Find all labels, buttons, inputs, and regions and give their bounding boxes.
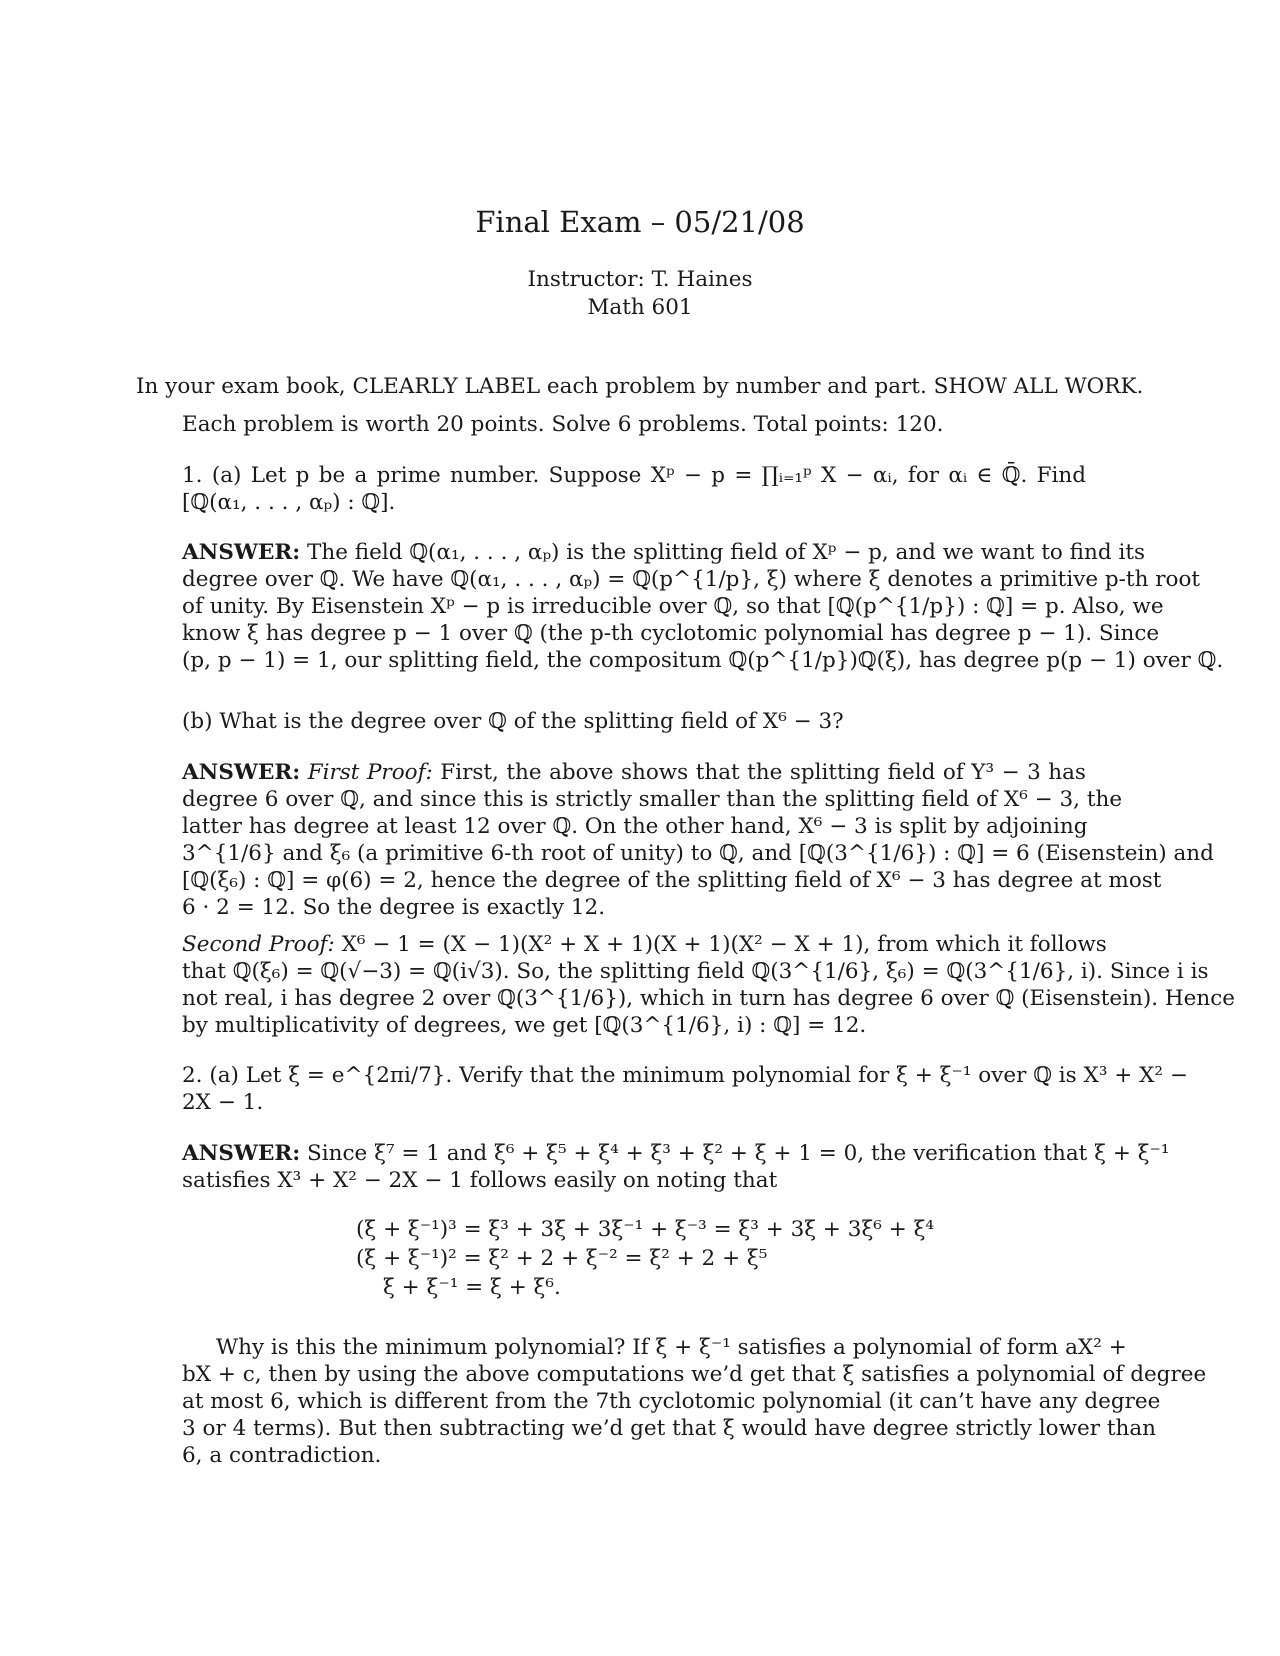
answer-1a-line-1: ANSWER: The field ℚ(α₁, . . . , αₚ) is the splitting field of Xᵖ − p, and we want to find its: [182, 540, 1146, 565]
instructions-line-2: Each problem is worth 20 points. Solve 6 problems. Total points: 120.: [182, 412, 944, 437]
second-proof-line-4: by multiplicativity of degrees, we get [ℚ(3^{1/6}, i) : ℚ] = 12.: [182, 1013, 867, 1038]
equation-line-1: (ξ + ξ⁻¹)³ = ξ³ + 3ξ + 3ξ⁻¹ + ξ⁻³ = ξ³ + 3ξ + 3ξ⁶ + ξ⁴: [356, 1217, 935, 1242]
paragraph-line-1: Why is this the minimum polynomial? If ξ + ξ⁻¹ satisfies a polynomial of form aX² +: [216, 1335, 1127, 1360]
second-proof-line-1: Second Proof: X⁶ − 1 = (X − 1)(X² + X + 1)(X + 1)(X² − X + 1), from which it follows: [182, 932, 1107, 957]
page-title: Final Exam – 05/21/08: [475, 205, 805, 239]
problem-1b-line: (b) What is the degree over ℚ of the splitting field of X⁶ − 3?: [182, 709, 844, 734]
answer-1b-line-1: ANSWER: First Proof: First, the above shows that the splitting field of Y³ − 3 has: [182, 760, 1086, 785]
problem-2a-line-2: 2X − 1.: [182, 1090, 264, 1115]
answer-1b-line-2: degree 6 over ℚ, and since this is strictly smaller than the splitting field of X⁶ − 3, the: [182, 787, 1123, 812]
paragraph-line-2: bX + c, then by using the above computations we’d get that ξ satisfies a polynomial of degree: [182, 1362, 1207, 1387]
answer-1a-line-4: know ξ has degree p − 1 over ℚ (the p-th cyclotomic polynomial has degree p − 1). Since: [182, 621, 1160, 646]
problem-1a-line-1: 1. (a) Let p be a prime number. Suppose Xᵖ − p = ∏ᵢ₌₁ᵖ X − αᵢ, for αᵢ ∈ ℚ̄. Find: [182, 463, 1086, 488]
problem-2a-line-1: 2. (a) Let ξ = e^{2πi/7}. Verify that the minimum polynomial for ξ + ξ⁻¹ over ℚ is X³ + X² −: [182, 1063, 1188, 1088]
second-proof-line-2: that ℚ(ξ₆) = ℚ(√−3) = ℚ(i√3). So, the splitting field ℚ(3^{1/6}, ξ₆) = ℚ(3^{1/6}, i). Since i is: [182, 959, 1209, 984]
answer-1a-line-5: (p, p − 1) = 1, our splitting field, the compositum ℚ(p^{1/p})ℚ(ξ), has degree p(p − 1) over ℚ.: [182, 648, 1224, 673]
course-line: Math 601: [587, 295, 693, 320]
answer-1b-line-3: latter has degree at least 12 over ℚ. On the other hand, X⁶ − 3 is split by adjoining: [182, 814, 1088, 839]
instructor-line: Instructor: T. Haines: [527, 267, 753, 292]
answer-2a-line-2: satisfies X³ + X² − 2X − 1 follows easily on noting that: [182, 1168, 778, 1193]
instructions-line-1: In your exam book, CLEARLY LABEL each problem by number and part. SHOW ALL WORK.: [136, 374, 1144, 399]
answer-1b-line-4: 3^{1/6} and ξ₆ (a primitive 6-th root of unity) to ℚ, and [ℚ(3^{1/6}) : ℚ] = 6 (Eisenstein) and: [182, 841, 1214, 866]
answer-1b-line-5: [ℚ(ξ₆) : ℚ] = φ(6) = 2, hence the degree of the splitting field of X⁶ − 3 has degree at most: [182, 868, 1162, 893]
answer-1b-line-6: 6 · 2 = 12. So the degree is exactly 12.: [182, 895, 606, 920]
second-proof-label: Second Proof:: [182, 932, 335, 957]
problem-1a-line-2: [ℚ(α₁, . . . , αₚ) : ℚ].: [182, 490, 396, 515]
paragraph-line-4: 3 or 4 terms). But then subtracting we’d get that ξ would have degree strictly lower than: [182, 1416, 1156, 1441]
answer-label: ANSWER:: [182, 1141, 301, 1166]
answer-1a-line-3: of unity. By Eisenstein Xᵖ − p is irreducible over ℚ, so that [ℚ(p^{1/p}) : ℚ] = p. Also, we: [182, 594, 1164, 619]
first-proof-label: First Proof:: [307, 760, 433, 785]
answer-label: ANSWER:: [182, 760, 301, 785]
paragraph-line-3: at most 6, which is different from the 7th cyclotomic polynomial (it can’t have any degree: [182, 1389, 1161, 1414]
equation-line-2: (ξ + ξ⁻¹)² = ξ² + 2 + ξ⁻² = ξ² + 2 + ξ⁵: [356, 1246, 768, 1271]
equation-line-3: ξ + ξ⁻¹ = ξ + ξ⁶.: [383, 1275, 561, 1300]
answer-1a-line-2: degree over ℚ. We have ℚ(α₁, . . . , αₚ) = ℚ(p^{1/p}, ξ) where ξ denotes a primitive p-th root: [182, 567, 1201, 592]
second-proof-line-3: not real, i has degree 2 over ℚ(3^{1/6}), which in turn has degree 6 over ℚ (Eisenstein). Hence: [182, 986, 1235, 1011]
paragraph-line-5: 6, a contradiction.: [182, 1443, 382, 1468]
answer-2a-line-1: ANSWER: Since ξ⁷ = 1 and ξ⁶ + ξ⁵ + ξ⁴ + ξ³ + ξ² + ξ + 1 = 0, the verification that ξ + ξ⁻¹: [182, 1141, 1170, 1166]
answer-label: ANSWER:: [182, 540, 301, 565]
